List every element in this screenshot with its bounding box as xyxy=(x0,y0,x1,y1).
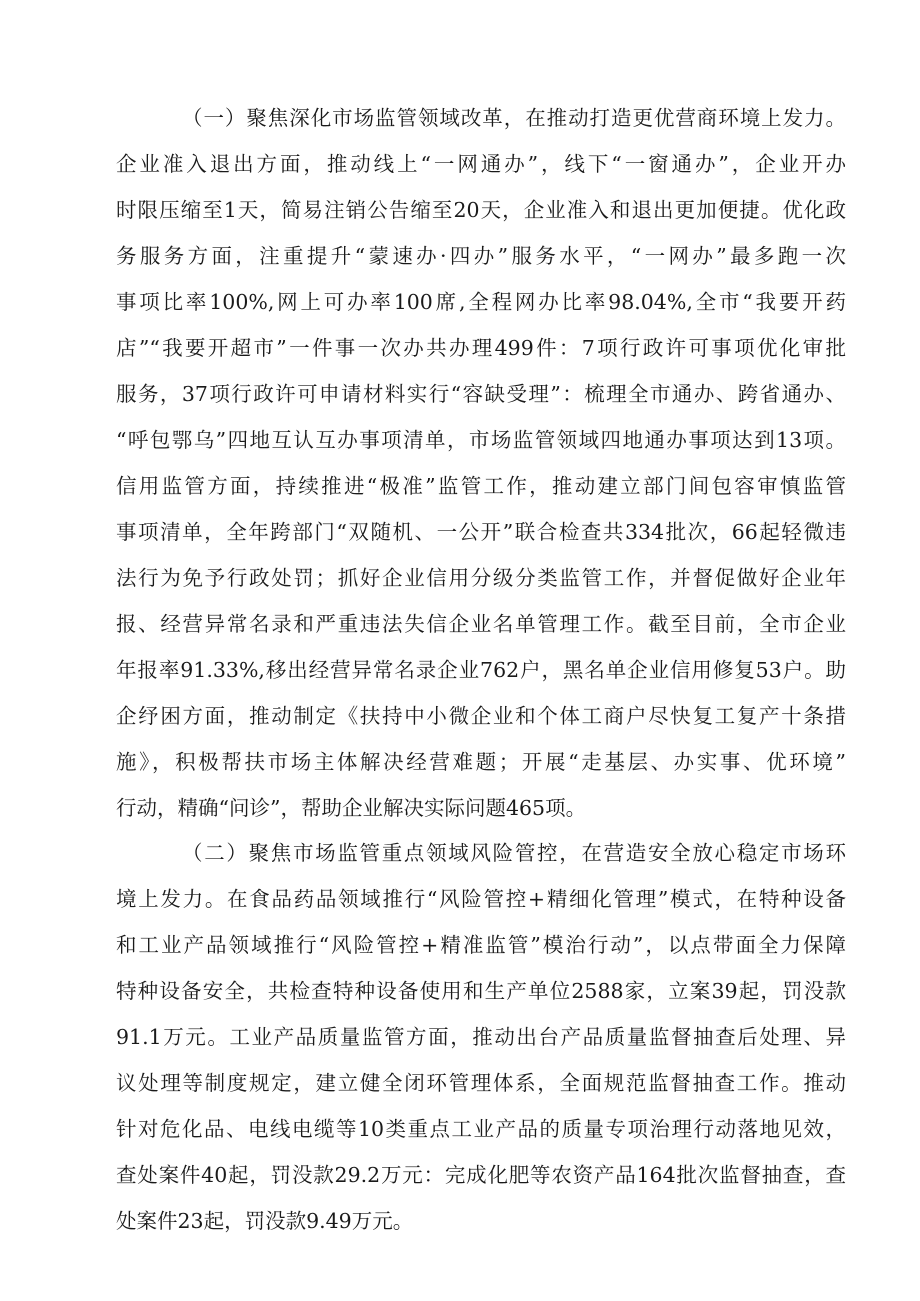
text-line: 服务，37项行政许可申请材料实行“容缺受理”：梳理全市通办、跨省通办、 xyxy=(116,382,846,406)
text-line: 针对危化品、电线电缆等10类重点工业产品的质量专项治理行动落地见效， xyxy=(116,1117,846,1141)
text-line: 处案件23起，罚没款9.49万元。 xyxy=(116,1209,414,1233)
text-line: 时限压缩至1天，简易注销公告缩至20天，企业准入和退出更加便捷。优化政 xyxy=(116,198,846,222)
text-line: 信用监管方面，持续推进“极准”监管工作，推动建立部门间包容审慎监管 xyxy=(116,474,846,498)
text-line: 行动，精确“问诊”，帮助企业解决实际问题465项。 xyxy=(116,796,587,820)
text-line: （一）聚焦深化市场监管领域改革，在推动打造更优营商环境上发力。 xyxy=(182,106,846,130)
text-line: 报、经营异常名录和严重违法失信企业名单管理工作。截至目前，全市企业 xyxy=(116,612,846,636)
text-line: （二）聚焦市场监管重点领域风险管控，在营造安全放心稳定市场环 xyxy=(182,841,846,865)
text-line: 务服务方面，注重提升“蒙速办·四办”服务水平，“一网办”最多跑一次 xyxy=(116,244,846,268)
text-line: 境上发力。在食品药品领域推行“风险管控+精细化管理”模式，在特种设备 xyxy=(116,887,846,911)
text-line: 议处理等制度规定，建立健全闭环管理体系，全面规范监督抽查工作。推动 xyxy=(116,1071,846,1095)
text-line: 施》，积极帮扶市场主体解决经营难题；开展“走基层、办实事、优环境” xyxy=(116,750,846,774)
text-line: 和工业产品领域推行“风险管控+精准监管”模治行动”，以点带面全力保障 xyxy=(116,933,846,957)
text-line: 企业准入退出方面，推动线上“一网通办”，线下“一窗通办”，企业开办 xyxy=(116,152,846,176)
text-line: 事项清单，全年跨部门“双随机、一公开”联合检查共334批次，66起轻微违 xyxy=(116,520,846,544)
text-line: 店”“我要开超市”一件事一次办共办理499件：7项行政许可事项优化审批 xyxy=(116,336,846,360)
text-line: 91.1万元。工业产品质量监管方面，推动出台产品质量监督抽查后处理、异 xyxy=(116,1025,846,1049)
text-line: 企纾困方面，推动制定《扶持中小微企业和个体工商户尽快复工复产十条措 xyxy=(116,704,846,728)
text-line: 事项比率100%,网上可办率100席,全程网办比率98.04%,全市“我要开药 xyxy=(116,290,846,314)
text-line: 特种设备安全，共检查特种设备使用和生产单位2588家，立案39起，罚没款 xyxy=(116,979,846,1003)
text-line: 年报率91.33%,移出经营异常名录企业762户，黑名单企业信用修复53户。助 xyxy=(116,658,846,682)
text-line: 法行为免予行政处罚；抓好企业信用分级分类监管工作，并督促做好企业年 xyxy=(116,566,846,590)
text-line: “呼包鄂乌”四地互认互办事项清单，市场监管领域四地通办事项达到13项。 xyxy=(116,428,846,452)
text-line: 查处案件40起，罚没款29.2万元：完成化肥等农资产品164批次监督抽查，查 xyxy=(116,1163,846,1187)
